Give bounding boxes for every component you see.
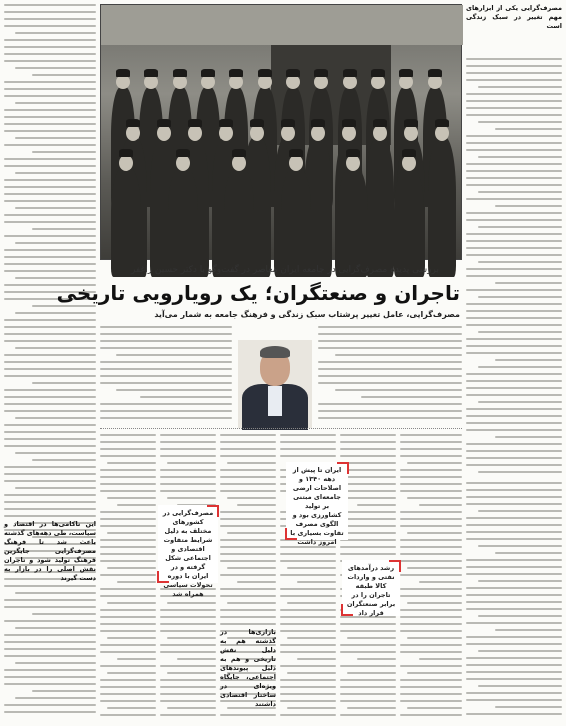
article-kicker: بررسی پدیده مصرف‌گرایی در جامعه ایران معاصر در گفت‌وگو با دکتر حسین راغفر — [130, 265, 440, 275]
lower-column-6 — [400, 434, 462, 724]
article-headline: تاجران و صنعتگران؛ یک رویارویی تاریخی — [56, 281, 460, 305]
intro-text-left — [100, 326, 232, 426]
interviewee-portrait — [238, 340, 312, 428]
lower-column-7 — [466, 482, 562, 724]
pull-quote-1: مصرف‌گرایی در کشورهای مختلف به دلیل شرایط متفاوت اقتصادی و اجتماعی شکل گرفته و در ایران با دوره تحولات سیاسی همراه شد — [158, 505, 218, 583]
lower-column-1 — [100, 434, 156, 724]
pull-quote-3: رشد درآمدهای نفتی و واردات کالا طبقه تاجران را در برابر صنعتگران قرار داد — [342, 560, 400, 616]
historical-photo — [100, 4, 462, 260]
intro-text-right — [318, 326, 462, 426]
right-column-text — [466, 58, 562, 478]
section-divider — [100, 428, 462, 429]
article-lead: مصرف‌گرایی، عامل تغییر پرشتاب سبک زندگی و فرهنگ جامعه به شمار می‌آید — [154, 310, 460, 319]
right-column-intro: مصرف‌گرایی یکی از ابزارهای مهم تغییر در سبک زندگی است — [466, 4, 562, 30]
pull-quote-2: ایران تا پیش از دهه ۱۳۴۰ و اصلاحات ارضی جامعه‌ای مبتنی بر تولید کشاورزی بود و الگوی مصرف تفاوت بسیاری با امروز داشت — [286, 462, 348, 540]
bold-paragraph-left: این ناکامی‌ها در اقتصاد و سیاست، طی دهه‌های گذشته باعث شد تا فرهنگ مصرف‌گرایی جایگزین فرهنگ تولید شود و تاجران نقش اصلی را در بازار به دست گیرند — [4, 520, 96, 582]
bold-paragraph-mid: بازاری‌ها در گذشته هم به دلیل نقش تاریخی و هم به دلیل پیوندهای اجتماعی، جایگاه ویژه‌ای در ساختار اقتصادی داشتند — [220, 628, 276, 708]
left-column-text — [4, 4, 96, 722]
